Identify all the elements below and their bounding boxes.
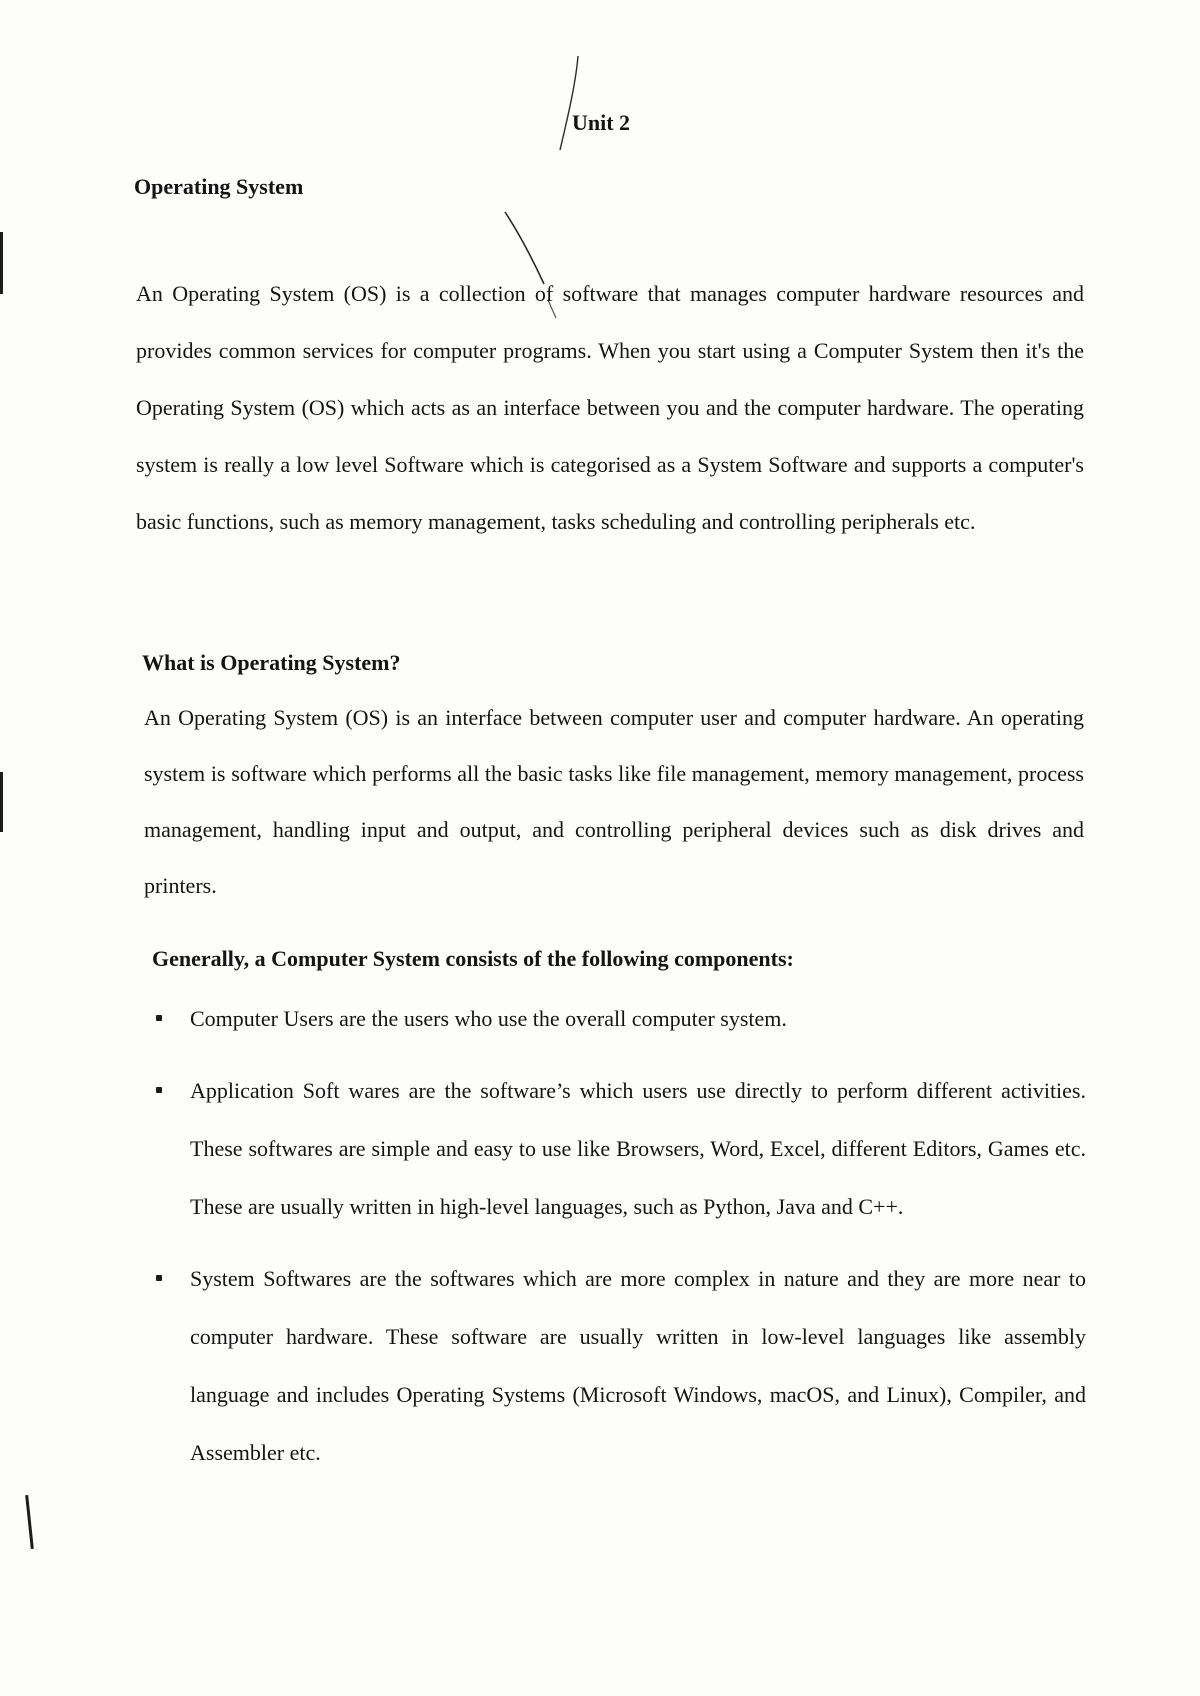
section-heading-operating-system: Operating System xyxy=(134,174,304,199)
list-item xyxy=(154,1062,1086,1236)
list-item xyxy=(154,1250,1086,1482)
list-item-text: Computer Users are the users who use the overall computer system. xyxy=(190,1006,787,1031)
pen-stroke-title xyxy=(560,56,578,150)
components-list xyxy=(154,990,1086,1482)
list-item xyxy=(154,990,1086,1048)
bullet-icon xyxy=(156,1015,162,1021)
unit-title: Unit 2 xyxy=(572,110,631,135)
section-heading-what-is-os: What is Operating System? xyxy=(142,650,401,675)
bullet-icon xyxy=(156,1275,162,1281)
scan-edge-mark xyxy=(25,1495,34,1549)
section-heading-components: Generally, a Computer System consists of the following components: xyxy=(152,946,794,971)
scan-edge-mark xyxy=(0,232,3,294)
bullet-icon xyxy=(156,1087,162,1093)
scan-edge-mark xyxy=(0,772,3,832)
list-item-text: Application Soft wares are the software’s which users use directly to perform different activities. These softwares are simple and easy to use like Browsers, Word, Excel, different Editors, Games etc. These are usually written in high-level languages, such as Python, Java and C++. xyxy=(190,1078,1086,1219)
definition-paragraph: An Operating System (OS) is an interface between computer user and computer hardware. An operating system is software which performs all the basic tasks like file management, memory management, process management, handling input and output, and controlling peripheral devices such as disk drives and printers. xyxy=(144,705,1084,898)
list-item-text: System Softwares are the softwares which are more complex in nature and they are more near to computer hardware. These software are usually written in low-level languages like assembly language and includes Operating Systems (Microsoft Windows, macOS, and Linux), Compiler, and Assembler etc. xyxy=(190,1266,1086,1465)
intro-paragraph: An Operating System (OS) is a collection of software that manages computer hardware resources and provides common services for computer programs. When you start using a Computer System then it's the Operating System (OS) which acts as an interface between you and the computer hardware. The operating system is really a low level Software which is categorised as a System Software and supports a computer's basic functions, such as memory management, tasks scheduling and controlling peripherals etc. xyxy=(136,281,1084,534)
